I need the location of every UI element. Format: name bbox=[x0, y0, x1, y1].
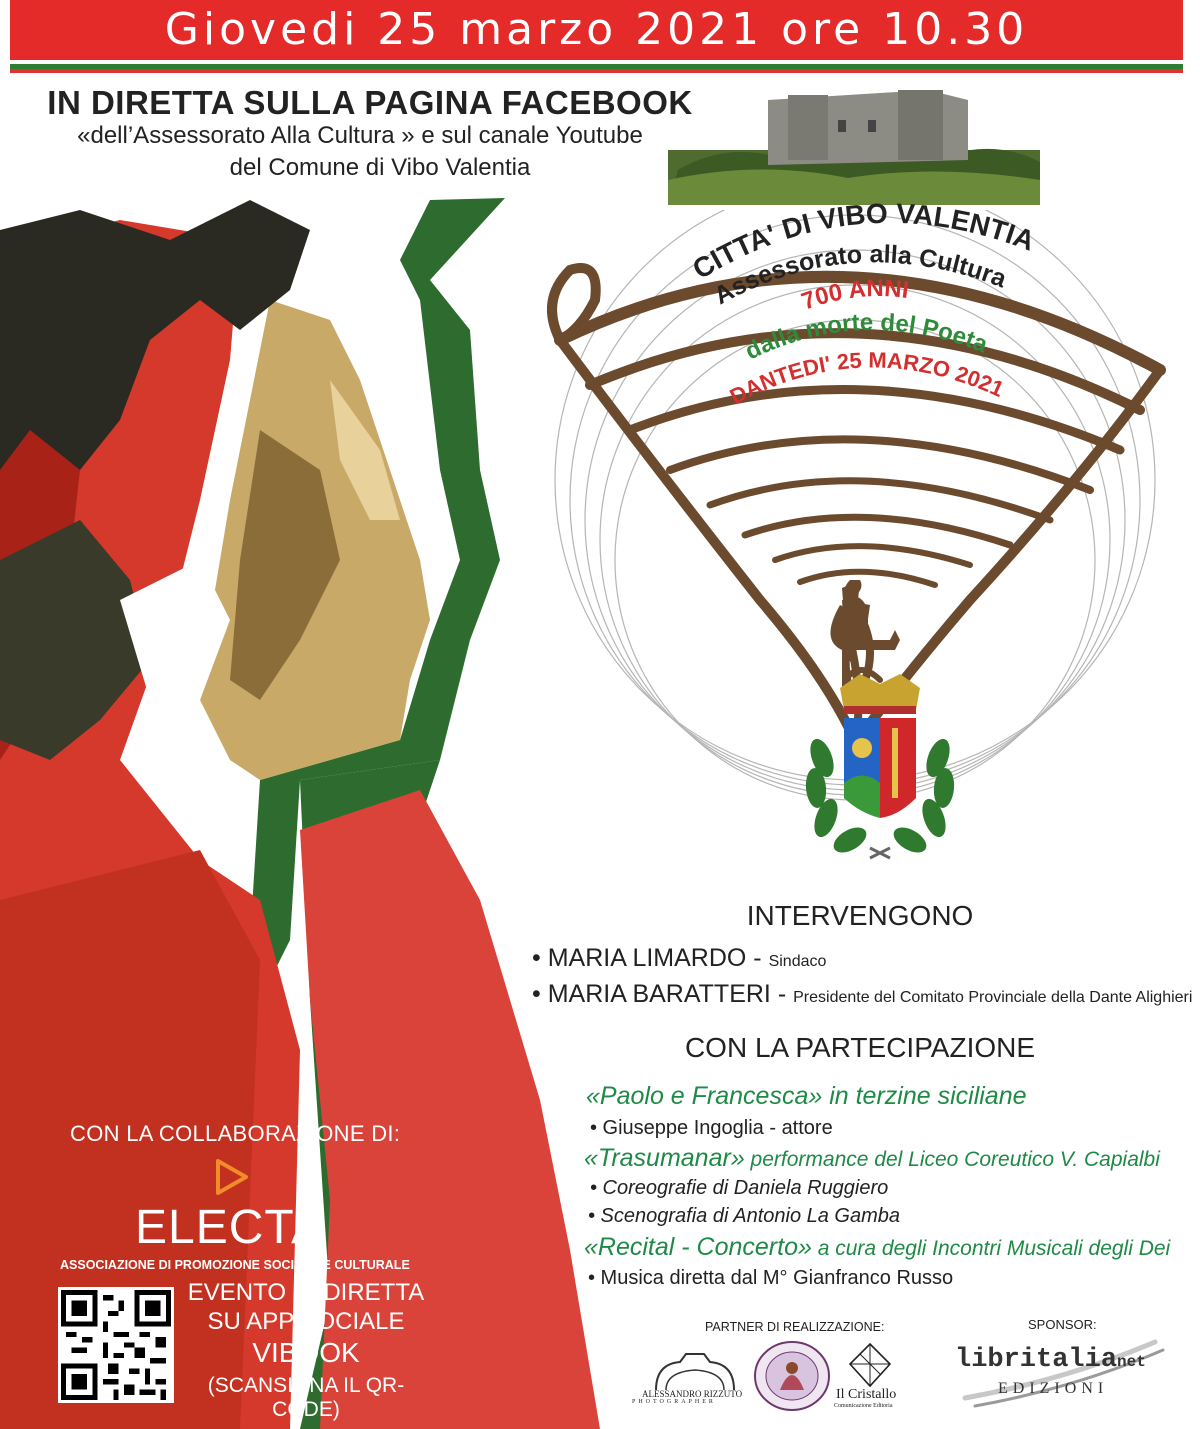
speaker-role: Presidente del Comitato Provinciale della Dante Alighieri bbox=[793, 989, 1193, 1006]
qr-code[interactable] bbox=[58, 1287, 174, 1403]
scan-qr-instruction: (SCANSIONA IL QR-CODE) bbox=[207, 1374, 405, 1421]
speaker-role: Sindaco bbox=[768, 953, 827, 970]
electa-logo-name: ELECTA bbox=[135, 1201, 325, 1254]
program-title-recital: «Recital - Concerto» bbox=[584, 1233, 812, 1261]
program-title-paolo-francesca: «Paolo e Francesca» in terzine siciliane bbox=[586, 1082, 1027, 1110]
partner-cristallo-sub: Comunicazione Editoria bbox=[834, 1403, 893, 1409]
program-trasumanar bbox=[584, 1144, 1160, 1173]
sponsor-subtitle: EDIZIONI bbox=[998, 1380, 1109, 1397]
electa-subtitle: ASSOCIAZIONE DI PROMOZIONE SOCIALE E CULTURALE bbox=[60, 1258, 410, 1272]
sponsor-suffix: net bbox=[1117, 1353, 1146, 1371]
sponsor-logo bbox=[955, 1345, 1146, 1375]
partners-label: PARTNER DI REALIZZAZIONE: bbox=[705, 1320, 885, 1334]
coat-of-arms-emblem bbox=[800, 668, 960, 868]
logo-700-anni: 700 ANNI bbox=[798, 274, 911, 316]
broadcast-title: IN DIRETTA SULLA PAGINA FACEBOOK bbox=[47, 84, 693, 121]
vibook-app-name: VIBOOK bbox=[252, 1337, 360, 1368]
program-subtitle-trasumanar: performance del Liceo Coreutico V. Capialbi bbox=[744, 1148, 1160, 1171]
logo-dantedi-date: DANTEDI' 25 MARZO 2021 bbox=[725, 347, 1008, 410]
live-event-line-2: SU APP SOCIALE bbox=[207, 1308, 405, 1335]
partner-rizzuto-name: ALESSANDRO RIZZUTO bbox=[642, 1389, 743, 1399]
live-event-line-1: EVENTO IN DIRETTA bbox=[187, 1279, 425, 1306]
program-subtitle-recital: a cura degli Incontri Musicali degli Dei bbox=[811, 1237, 1171, 1260]
logo-assessorato: Assessorato alla Cultura bbox=[709, 240, 1011, 311]
date-banner bbox=[10, 0, 1183, 60]
speaker-name: • MARIA BARATTERI - bbox=[532, 980, 787, 1008]
event-date-time: Giovedi 25 marzo 2021 ore 10.30 bbox=[164, 4, 1029, 55]
speaker-item bbox=[532, 944, 826, 973]
program-detail: • Coreografie di Daniela Ruggiero bbox=[590, 1177, 889, 1199]
collaboration-label: CON LA COLLABORAZIONE DI: bbox=[70, 1121, 401, 1146]
broadcast-line-3: del Comune di Vibo Valentia bbox=[229, 154, 531, 181]
broadcast-line-2: «dell’Assessorato Alla Cultura » e sul canale Youtube bbox=[77, 122, 643, 149]
play-triangle-icon bbox=[214, 1158, 250, 1196]
program-detail: • Scenografia di Antonio La Gamba bbox=[588, 1205, 901, 1227]
program-detail: • Musica diretta dal M° Gianfranco Russo bbox=[588, 1267, 954, 1289]
participation-heading: CON LA PARTECIPAZIONE bbox=[684, 1032, 1036, 1063]
speaker-name: • MARIA LIMARDO - bbox=[532, 944, 762, 972]
incontri-musicali-seal-icon bbox=[752, 1340, 832, 1412]
logo-arc-text bbox=[520, 70, 1200, 450]
camera-logo-icon bbox=[652, 1350, 738, 1392]
program-detail: • Giuseppe Ingoglia - attore bbox=[590, 1117, 833, 1139]
qr-code-icon bbox=[61, 1290, 171, 1400]
il-cristallo-logo-icon bbox=[848, 1342, 892, 1388]
speaker-item bbox=[532, 980, 1192, 1009]
sponsor-name: libritalia bbox=[955, 1345, 1118, 1375]
program-recital bbox=[584, 1233, 1170, 1262]
partner-rizzuto-sub: PHOTOGRAPHER bbox=[632, 1399, 716, 1405]
logo-city-name: CITTA' DI VIBO VALENTIA bbox=[687, 197, 1039, 286]
sponsor-label: SPONSOR: bbox=[1028, 1317, 1097, 1332]
speakers-heading: INTERVENGONO bbox=[746, 900, 974, 931]
logo-morte-poeta: dalla morte del Poeta bbox=[741, 308, 992, 366]
program-title-trasumanar: «Trasumanar» bbox=[584, 1144, 745, 1172]
partner-cristallo-name: Il Cristallo bbox=[836, 1387, 897, 1402]
